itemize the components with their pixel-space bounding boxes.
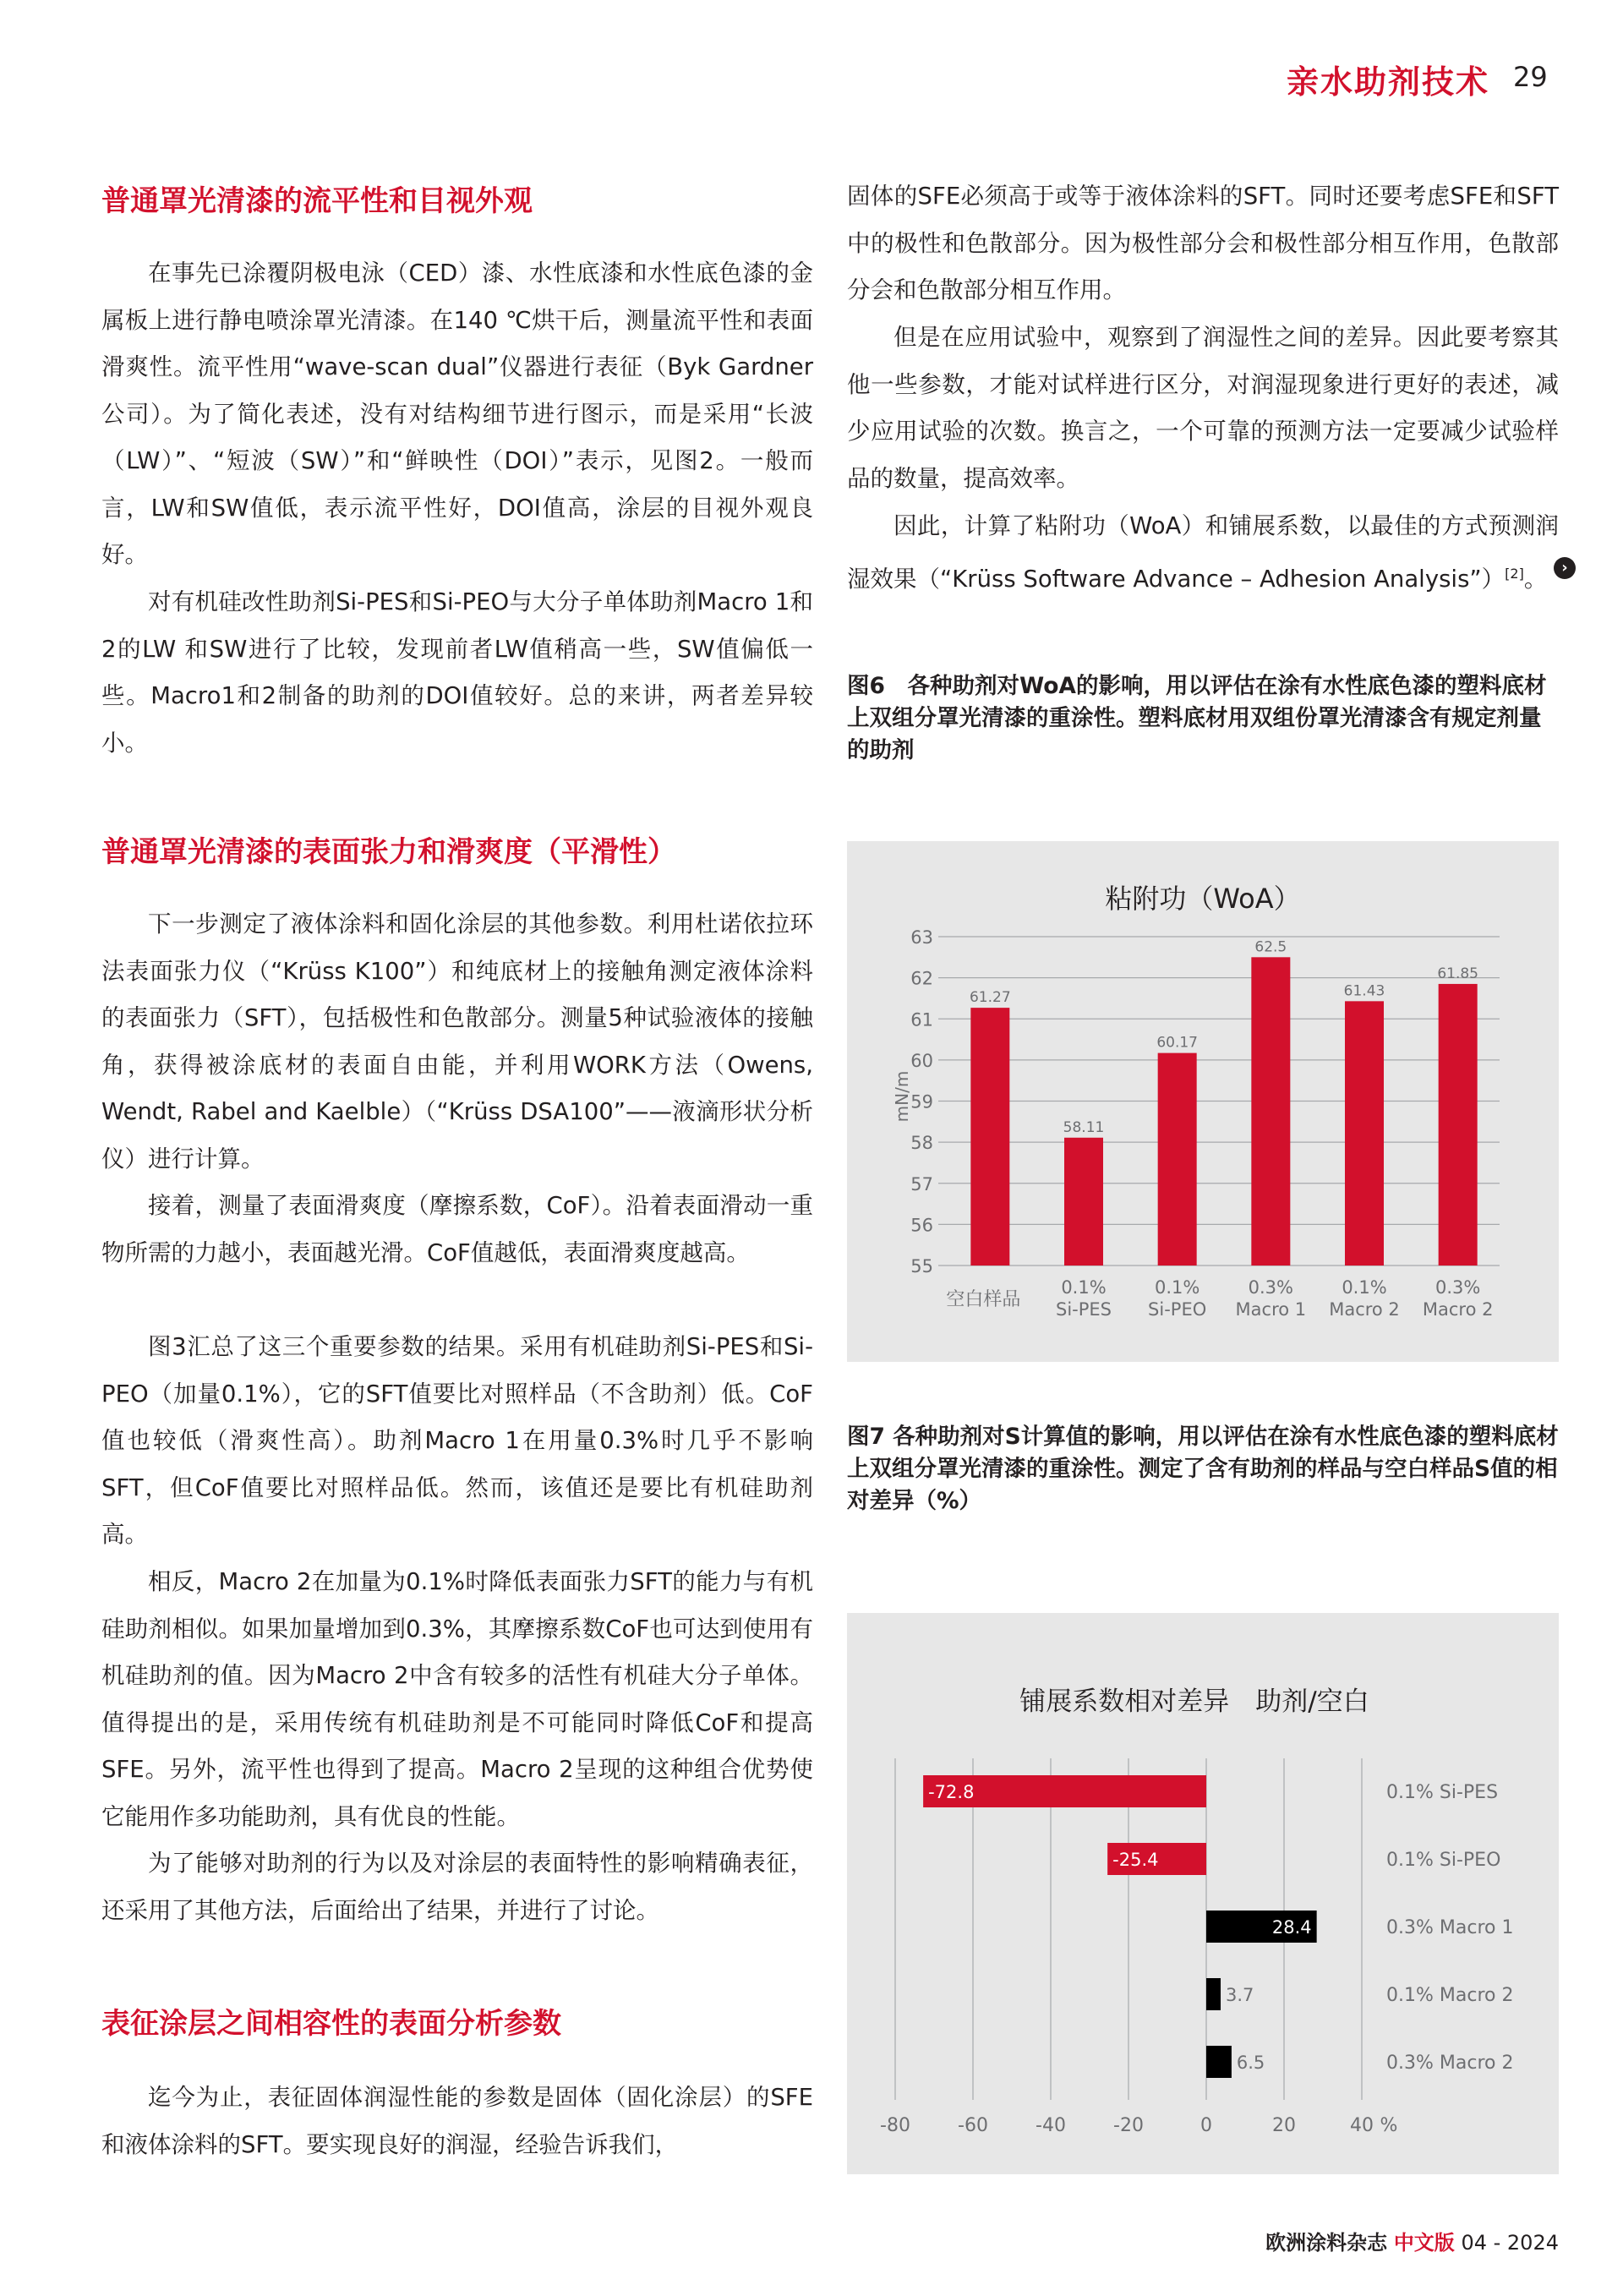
paragraph: 在事先已涂覆阴极电泳（CED）漆、水性底漆和水性底色漆的金属板上进行静电喷涂罩光清漆。在140 ℃烘干后，测量流平性和表面滑爽性。流平性用“wave-scan dual”仪器进行表征（Byk Gardner公司）。为了简化表述，没有对结构细节进行图示，而是采用“长波（LW）”、“短波（SW）”和“鲜映性（DOI）”表示，见图2。一般而言，LW和SW值低，表示流平性好，DOI值高，涂层的目视外观良好。: [101, 260, 813, 568]
category-label: 0.3% Macro 1: [1386, 1917, 1514, 1938]
running-header-title: 亲水助剂技术: [1286, 63, 1489, 101]
value-label: 58.11: [1063, 1118, 1105, 1136]
footer-issue: 04 - 2024: [1461, 2231, 1559, 2255]
value-label: 60.17: [1156, 1034, 1199, 1052]
x-tick-label: -20: [1113, 2115, 1144, 2136]
footer: [1183, 2226, 1559, 2255]
paragraph: 下一步测定了液体涂料和固化涂层的其他参数。利用杜诺依拉环法表面张力仪（“Krüss K100”）和纯底材上的接触角测定液体涂料的表面张力（SFT），包括极性和色散部分。测量5种试验液体的接触角，获得被涂底材的表面自由能，并利用WORK方法（Owens, Wendt, Rabel and Kaelble）（“Krüss DSA100”——液滴形状分析仪）进行计算。: [101, 910, 813, 1173]
paragraph: 接着，测量了表面滑爽度（摩擦系数，CoF）。沿着表面滑动一重物所需的力越小，表面越光滑。CoF值越低，表面滑爽度越高。: [101, 1192, 813, 1266]
category-label: 0.1%: [1061, 1277, 1107, 1298]
value-label: 61.43: [1343, 982, 1385, 1000]
y-tick-label: 61: [910, 1009, 933, 1030]
category-label: 0.1% Si-PEO: [1386, 1850, 1501, 1871]
x-tick-label: 40: [1350, 2115, 1374, 2136]
category-label: Macro 1: [1235, 1299, 1307, 1320]
footer-magazine: 欧洲涂料杂志: [1265, 2231, 1388, 2255]
footer-edition: 中文版: [1393, 2231, 1455, 2255]
paragraph: 图3汇总了这三个重要参数的结果。采用有机硅助剂Si-PES和Si-PEO（加量0.1%），它的SFT值要比对照样品（不含助剂）低。CoF值也较低（滑爽性高）。助剂Macro 1在用量0.3%时几乎不影响SFT，但CoF值要比对照样品低。然而，该值还是要比有机硅助剂高。: [101, 1333, 813, 1548]
category-labels: [946, 1277, 1493, 1320]
x-tick-labels: [880, 2115, 1397, 2136]
y-tick-label: 62: [910, 968, 933, 989]
paragraph: [847, 503, 1559, 603]
paragraph: 对有机硅改性助剂Si-PES和Si-PEO与大分子单体助剂Macro 1和2的LW 和SW进行了比较，发现前者LW值稍高一些，SW值偏低一些。Macro1和2制备的助剂的DOI值较好。总的来讲，两者差异较小。: [101, 588, 813, 757]
figure-6-chart: [847, 841, 1559, 1362]
citation-ref: [2]: [1505, 565, 1524, 582]
y-tick-label: 56: [910, 1215, 933, 1236]
category-labels: [1386, 1782, 1513, 2074]
figure-6-caption: 图6 各种助剂对WoA的影响，用以评估在涂有水性底色漆的塑料底材上双组分罩光清漆的重涂性。塑料底材用双组份罩光清漆含有规定剂量的助剂: [847, 673, 1547, 763]
category-label: 0.3% Macro 2: [1386, 2053, 1514, 2074]
page-number: 29: [1513, 61, 1548, 93]
category-label: 0.1% Macro 2: [1386, 1985, 1514, 2006]
chart-title: 粘附功（WoA）: [1105, 883, 1301, 915]
bar: [1064, 1138, 1103, 1266]
x-tick-label: 20: [1272, 2115, 1296, 2136]
y-tick-label: 59: [910, 1091, 933, 1112]
bar: [1158, 1053, 1197, 1266]
figure-7-chart: [847, 1613, 1559, 2174]
paragraph: 相反，Macro 2在加量为0.1%时降低表面张力SFT的能力与有机硅助剂相似。如果加量增加到0.3%，其摩擦系数CoF也可达到使用有机硅助剂的值。因为Macro 2中含有较多的活性有机硅大分子单体。值得提出的是，采用传统有机硅助剂是不可能同时降低CoF和提高SFE。另外，流平性也得到了提高。Macro 2呈现的这种组合优势使它能用作多功能助剂，具有优良的性能。: [101, 1568, 813, 1830]
category-label: 空白样品: [946, 1289, 1021, 1310]
y-tick-label: 57: [910, 1173, 933, 1194]
bar: [1439, 984, 1478, 1266]
category-label: Macro 2: [1422, 1299, 1494, 1320]
y-tick-label: 63: [910, 927, 933, 948]
spreading-coefficient-chart: [847, 1613, 1559, 2174]
section-title-leveling: 普通罩光清漆的流平性和目视外观: [101, 184, 533, 218]
x-tick-label: 0: [1200, 2115, 1212, 2136]
category-label: Si-PES: [1055, 1299, 1112, 1320]
value-label: 28.4: [1271, 1917, 1312, 1938]
value-label: 62.5: [1254, 938, 1287, 956]
value-label: 3.7: [1226, 1985, 1254, 2005]
x-tick-label: -40: [1036, 2115, 1066, 2136]
category-label: 0.3%: [1434, 1277, 1481, 1298]
continue-arrow-icon: ›: [1554, 557, 1576, 579]
bar: [1345, 1001, 1384, 1266]
paragraph: 为了能够对助剂的行为以及对涂层的表面特性的影响精确表征，还采用了其他方法，后面给出了结果，并进行了讨论。: [101, 1850, 813, 1924]
y-tick-labels: [910, 927, 933, 1276]
paragraph-text: 因此，计算了粘附功（WoA）和铺展系数，以最佳的方式预测润湿效果（“Krüss Software Advance – Adhesion Analysis”）: [847, 512, 1559, 593]
value-label: -72.8: [928, 1782, 975, 1802]
bar: [1206, 1978, 1221, 2010]
x-tick-label: -60: [958, 2115, 988, 2136]
value-label: -25.4: [1112, 1850, 1159, 1870]
value-label: 61.85: [1437, 965, 1479, 982]
value-label: 61.27: [969, 989, 1011, 1007]
paragraph: 迄今为止，表征固体润湿性能的参数是固体（固化涂层）的SFE和液体涂料的SFT。要实现良好的润湿，经验告诉我们，: [101, 2084, 813, 2158]
bars: [970, 957, 1477, 1266]
category-label: 0.1%: [1154, 1277, 1200, 1298]
value-labels: [970, 938, 1478, 1135]
y-tick-label: 58: [910, 1133, 933, 1154]
chart-title: 铺展系数相对差异 助剂/空白: [1019, 1686, 1369, 1717]
y-tick-label: 55: [910, 1256, 933, 1276]
woa-bar-chart: [847, 841, 1559, 1362]
bar: [1206, 2046, 1232, 2078]
bars: [923, 1775, 1317, 2078]
section-title-surface-tension: 普通罩光清漆的表面张力和滑爽度（平滑性）: [101, 835, 676, 869]
category-label: 0.3%: [1248, 1277, 1294, 1298]
paragraph: 固体的SFE必须高于或等于液体涂料的SFT。同时还要考虑SFE和SFT中的极性和色散部分。因为极性部分会和极性部分相互作用，色散部分会和色散部分相互作用。: [847, 183, 1559, 303]
category-label: 0.1% Si-PES: [1386, 1782, 1499, 1803]
bar: [970, 1008, 1009, 1266]
paragraph: 但是在应用试验中，观察到了润湿性之间的差异。因此要考察其他一些参数，才能对试样进行区分，对润湿现象进行更好的表述，减少应用试验的次数。换言之，一个可靠的预测方法一定要减少试验样品的数量，提高效率。: [847, 324, 1559, 492]
bar: [1251, 957, 1290, 1266]
section-title-surface-analysis: 表征涂层之间相容性的表面分析参数: [101, 2007, 561, 2041]
category-label: 0.1%: [1342, 1277, 1387, 1298]
category-label: Macro 2: [1329, 1299, 1400, 1320]
y-tick-label: 60: [910, 1050, 933, 1071]
x-tick-label: -80: [880, 2115, 910, 2136]
figure-7-caption: 图7 各种助剂对S计算值的影响，用以评估在涂有水性底色漆的塑料底材上双组分罩光清漆的重涂性。测定了含有助剂的样品与空白样品S值的相对差异（%）: [847, 1424, 1559, 1514]
paragraph-end: 。: [1523, 565, 1548, 593]
y-axis-label: mN/m: [892, 1070, 912, 1123]
gridlines: [938, 937, 1500, 1266]
value-label: 6.5: [1236, 2053, 1265, 2073]
x-axis-unit: %: [1380, 2115, 1398, 2136]
category-label: Si-PEO: [1148, 1299, 1207, 1320]
